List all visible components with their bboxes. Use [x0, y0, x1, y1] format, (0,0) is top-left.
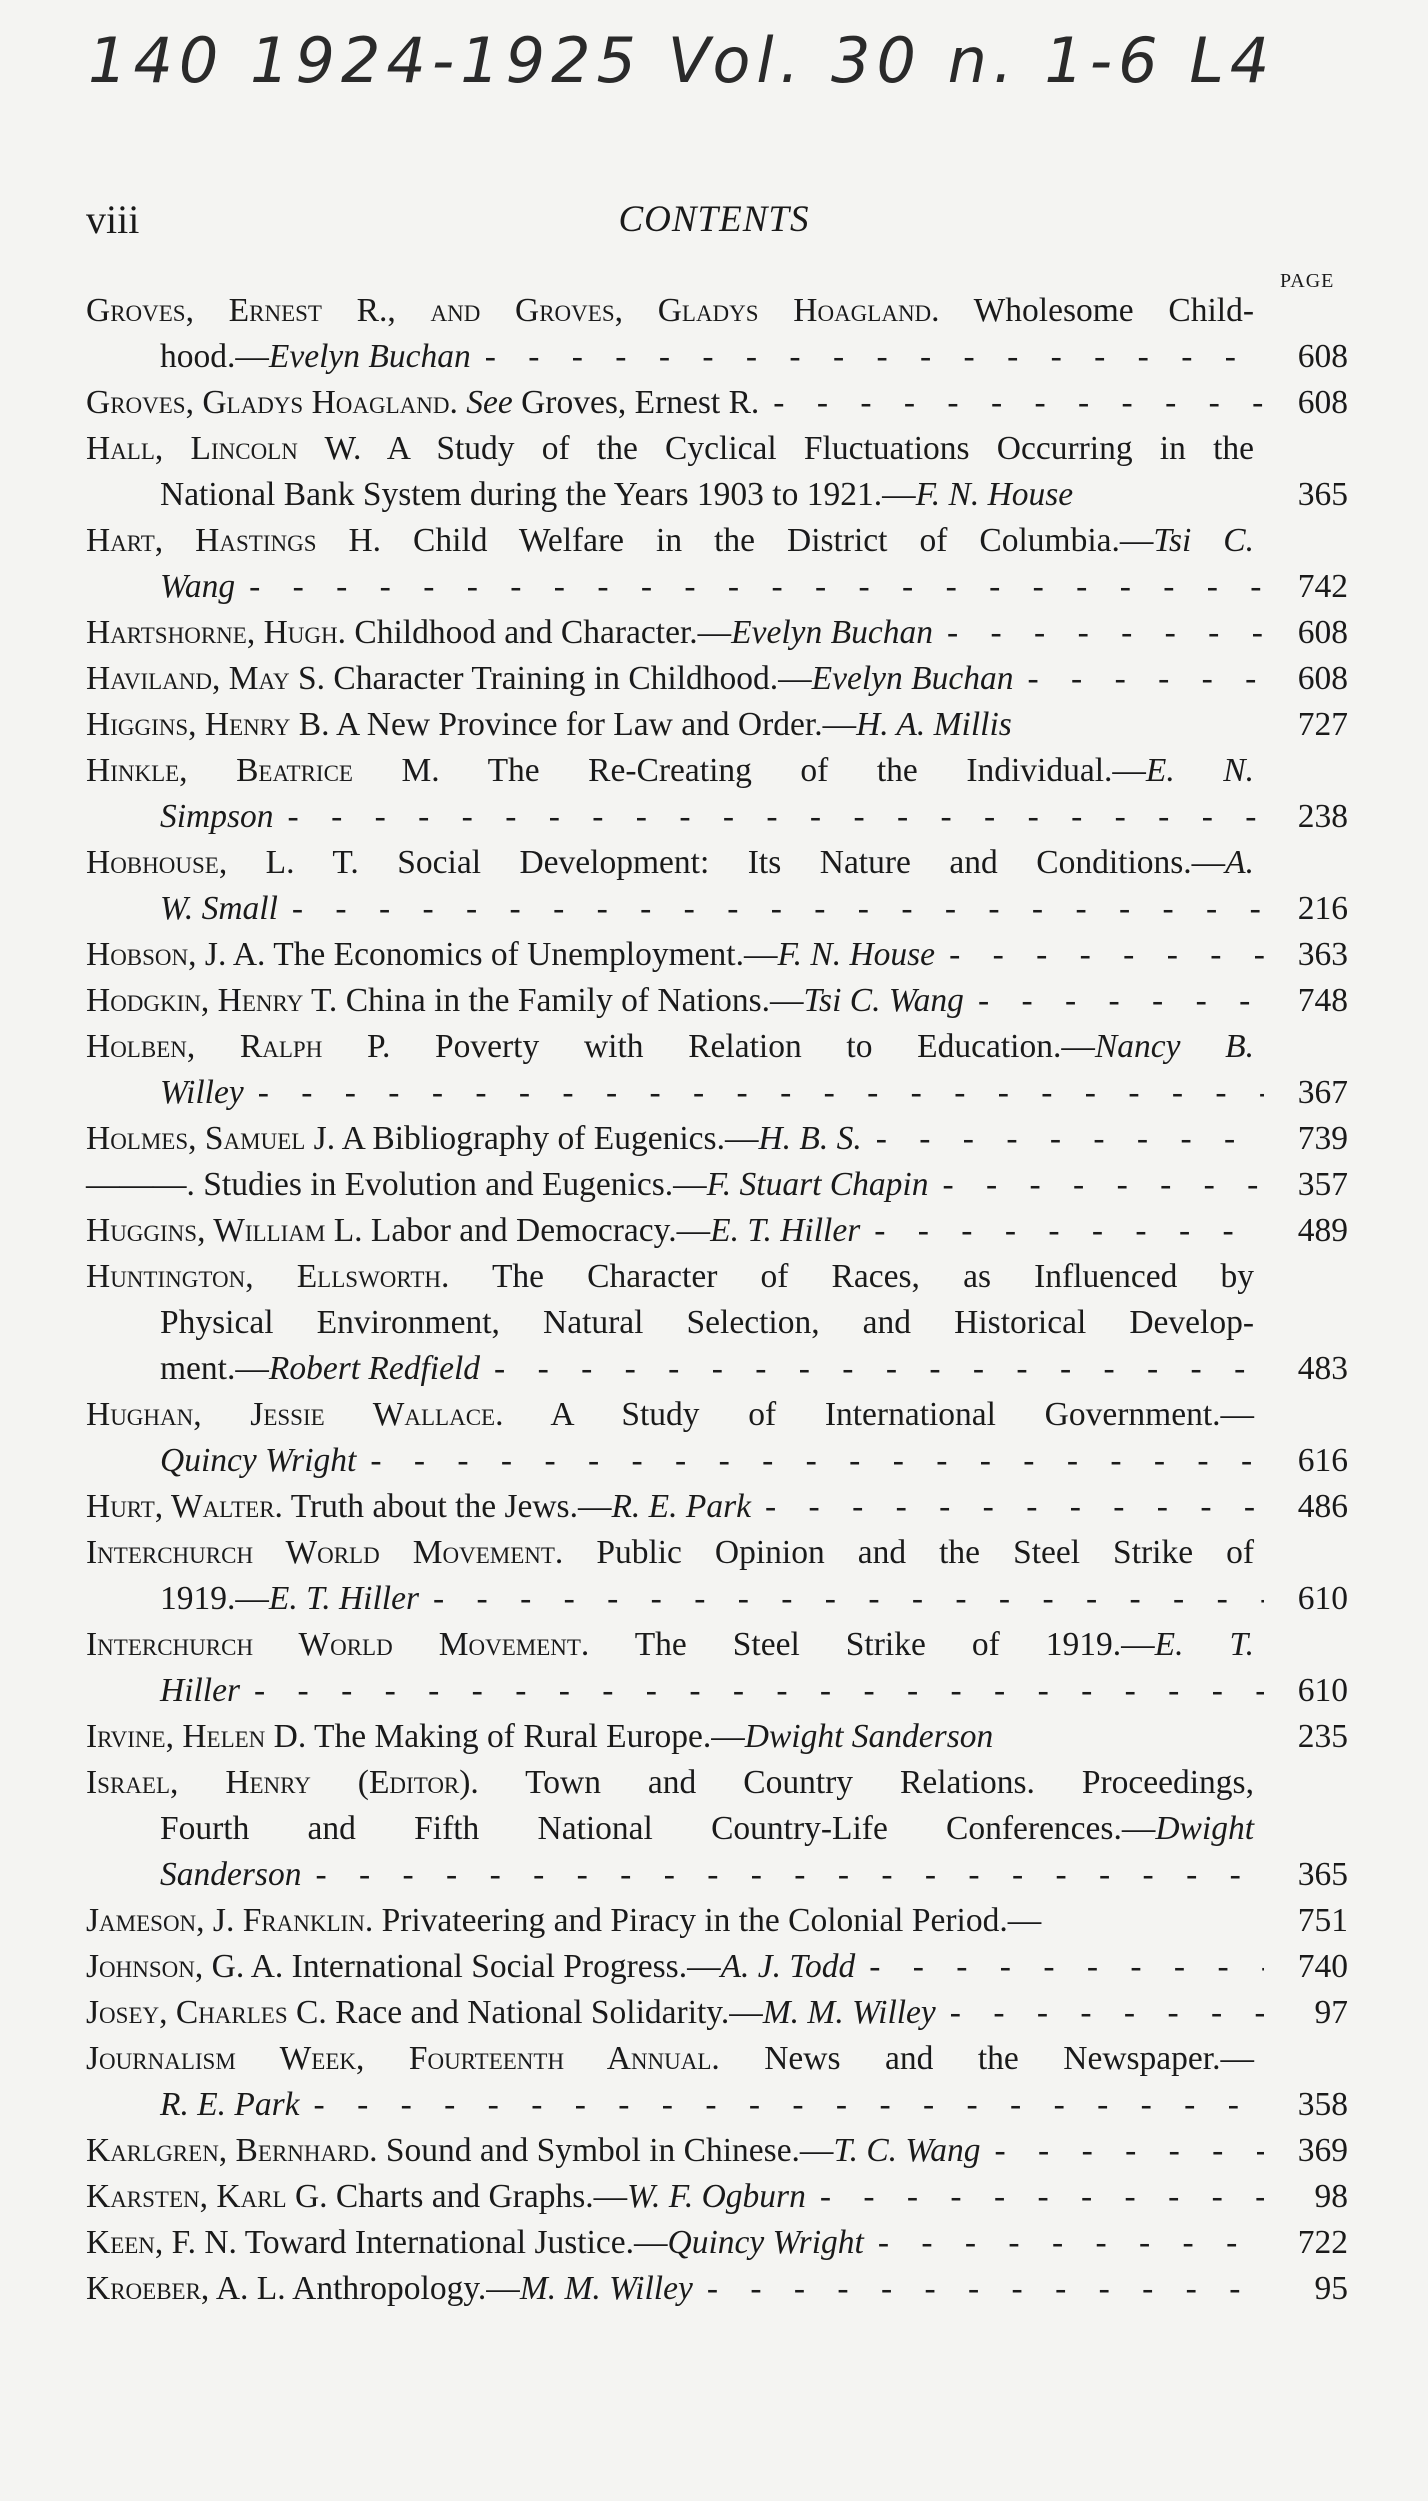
entry-reviewer: Robert Redfield	[268, 1350, 481, 1387]
entry-reviewer: Sanderson	[160, 1856, 302, 1893]
contents-entry	[86, 610, 1348, 656]
entry-page: 739	[1297, 1120, 1348, 1157]
entry-title: Physical Environment, Natural Selection, and Historical Develop-	[160, 1304, 1254, 1341]
entry-page: 610	[1297, 1580, 1348, 1617]
entry-page: 483	[1297, 1350, 1348, 1387]
entry-title: The Economics of Unemployment.—	[273, 936, 778, 973]
contents-entry	[86, 1944, 1348, 1990]
contents-entry	[86, 1208, 1348, 1254]
entry-reviewer: Nancy B.	[1094, 1028, 1254, 1065]
entry-reviewer: Evelyn Buchan	[811, 660, 1014, 697]
running-head: CONTENTS	[618, 199, 810, 240]
entry-page: 369	[1297, 2132, 1348, 2169]
leader-dots	[471, 334, 1264, 380]
leader-dots	[300, 2082, 1264, 2128]
contents-entry	[86, 702, 1348, 748]
entry-title: Studies in Evolution and Eugenics.—	[203, 1166, 707, 1203]
leader-dots	[301, 1852, 1264, 1898]
entry-reviewer: A.	[1225, 844, 1255, 881]
page-number: viii	[86, 197, 140, 242]
entry-author: Hall, Lincoln W.	[86, 430, 362, 467]
entry-title: News and the Newspaper.—	[764, 2040, 1254, 2077]
entry-reviewer: E. T. Hiller	[710, 1212, 861, 1249]
entry-reviewer: Quincy Wright	[667, 2224, 864, 2261]
leader-dots	[244, 1070, 1264, 1116]
entry-author: Israel, Henry (Editor).	[86, 1764, 479, 1801]
entry-title: Wholesome Child-	[973, 292, 1255, 329]
entry-title: A Study of the Cyclical Fluctuations Occurring in the	[386, 430, 1255, 467]
entry-reviewer: E. N.	[1145, 752, 1254, 789]
contents-entry	[86, 1760, 1348, 1898]
entry-title: Labor and Democracy.—	[370, 1212, 711, 1249]
entry-reviewer: H. A. Millis	[856, 706, 1012, 743]
leader-dots	[855, 1944, 1264, 1990]
leader-dots	[964, 978, 1264, 1024]
entry-title: Toward International Justice.—	[244, 2224, 668, 2261]
see-reference: See	[466, 384, 513, 421]
entry-page: 610	[1297, 1672, 1348, 1709]
entry-author: Johnson, G. A.	[86, 1948, 284, 1985]
entry-title: Poverty with Relation to Education.—	[435, 1028, 1095, 1065]
entry-reviewer: F. N. House	[777, 936, 936, 973]
entry-author: Higgins, Henry B.	[86, 706, 330, 743]
contents-entry	[86, 1714, 1348, 1760]
entry-reviewer: M. M. Willey	[762, 1994, 936, 2031]
entry-title: Privateering and Piracy in the Colonial Period.—	[381, 1902, 1042, 1939]
entry-page: 608	[1297, 384, 1348, 421]
entry-author: Hartshorne, Hugh.	[86, 614, 346, 651]
entry-title: hood.—	[160, 338, 269, 375]
entry-title: Charts and Graphs.—	[335, 2178, 628, 2215]
entry-title: Character Training in Childhood.—	[333, 660, 812, 697]
entry-author: Holben, Ralph P.	[86, 1028, 391, 1065]
entry-page: 748	[1297, 982, 1348, 1019]
contents-entry	[86, 1484, 1348, 1530]
contents-entry	[86, 1392, 1348, 1484]
entry-reviewer: M. M. Willey	[519, 2270, 693, 2307]
leader-dots	[864, 2220, 1264, 2266]
entry-author: Hurt, Walter.	[86, 1488, 283, 1525]
entry-author: Karlgren, Bernhard.	[86, 2132, 378, 2169]
leader-dots	[862, 1116, 1264, 1162]
entry-title: Sound and Symbol in Chinese.—	[385, 2132, 834, 2169]
entry-reviewer: Wang	[160, 568, 236, 605]
entry-title: Race and National Solidarity.—	[335, 1994, 763, 2031]
entry-author: Jameson, J. Franklin.	[86, 1902, 374, 1939]
contents-entry	[86, 1162, 1348, 1208]
entry-page: 357	[1297, 1166, 1348, 1203]
entry-page: 608	[1297, 338, 1348, 375]
entry-title: The Steel Strike of 1919.—	[634, 1626, 1155, 1663]
entry-author: Hobson, J. A.	[86, 936, 266, 973]
entry-page: 238	[1297, 798, 1348, 835]
leader-dots	[933, 610, 1264, 656]
entry-title: China in the Family of Nations.—	[345, 982, 804, 1019]
entry-page: 486	[1297, 1488, 1348, 1525]
leader-dots	[751, 1484, 1264, 1530]
entry-title: Groves, Ernest R.	[521, 384, 760, 421]
entry-title: The Making of Rural Europe.—	[314, 1718, 745, 1755]
entry-page: 363	[1297, 936, 1348, 973]
entry-reviewer: W. Small	[160, 890, 278, 927]
entry-page: 489	[1297, 1212, 1348, 1249]
entry-page: 365	[1297, 476, 1348, 513]
entry-title: 1919.—	[160, 1580, 269, 1617]
page-column-header: PAGE	[1280, 270, 1335, 292]
leader-dots	[278, 886, 1264, 932]
entry-page: 216	[1297, 890, 1348, 927]
entry-reviewer: Evelyn Buchan	[731, 614, 933, 651]
leader-dots	[356, 1438, 1264, 1484]
entry-title: Child Welfare in the District of Columbia.—	[413, 522, 1154, 559]
entry-author: Irvine, Helen D.	[86, 1718, 307, 1755]
contents-entry	[86, 656, 1348, 702]
leader-dots	[759, 380, 1264, 426]
entry-author: Huntington, Ellsworth.	[86, 1258, 450, 1295]
entry-title: ment.—	[160, 1350, 269, 1387]
entry-author: Haviland, May S.	[86, 660, 326, 697]
entry-author: Groves, Ernest R., and Groves, Gladys Hoagland.	[86, 292, 940, 329]
entry-page: 751	[1297, 1902, 1348, 1939]
contents-entry	[86, 380, 1348, 426]
contents-entry	[86, 1990, 1348, 2036]
entry-reviewer: Dwight	[1155, 1810, 1254, 1847]
entry-title: A Study of International Government.—	[550, 1396, 1254, 1433]
leader-dots	[860, 1208, 1264, 1254]
contents-entry	[86, 2174, 1348, 2220]
entry-author: Hinkle, Beatrice M.	[86, 752, 440, 789]
leader-dots	[935, 932, 1264, 978]
entry-title: Childhood and Character.—	[354, 614, 732, 651]
entry-author: Groves, Gladys Hoagland.	[86, 384, 458, 421]
entry-reviewer: E. T. Hiller	[268, 1580, 420, 1617]
contents-entry	[86, 2128, 1348, 2174]
contents-entry	[86, 1530, 1348, 1622]
contents-entry	[86, 2036, 1348, 2128]
entry-reviewer: F. Stuart Chapin	[706, 1166, 929, 1203]
entry-author: Interchurch World Movement.	[86, 1534, 564, 1571]
leader-dots	[274, 794, 1264, 840]
entry-page: 608	[1297, 660, 1348, 697]
entry-reviewer: W. F. Ogburn	[627, 2178, 806, 2215]
entry-reviewer: E. T.	[1154, 1626, 1254, 1663]
entry-author: Keen, F. N.	[86, 2224, 237, 2261]
entry-title: Fourth and Fifth National Country-Life Conferences.—	[160, 1810, 1156, 1847]
handwritten-archive-note: 140 1924-1925 Vol. 30 n. 1-6 L4	[88, 24, 1276, 97]
entry-page: 740	[1297, 1948, 1348, 1985]
entry-page: 235	[1297, 1718, 1348, 1755]
entry-title: Social Development: Its Nature and Conditions.—	[397, 844, 1226, 881]
contents-list	[86, 288, 1348, 2312]
entry-author: Hart, Hastings H.	[86, 522, 382, 559]
leader-dots	[928, 1162, 1264, 1208]
entry-reviewer: H. B. S.	[758, 1120, 862, 1157]
entry-author: Hobhouse, L. T.	[86, 844, 359, 881]
entry-page: 95	[1314, 2270, 1348, 2307]
entry-author: Hughan, Jessie Wallace.	[86, 1396, 504, 1433]
entry-author: ———.	[86, 1166, 195, 1203]
contents-entry	[86, 518, 1348, 610]
entry-reviewer: Hiller	[160, 1672, 241, 1709]
leader-dots	[693, 2266, 1264, 2312]
entry-title: Town and Country Relations. Proceedings,	[525, 1764, 1254, 1801]
entry-title: A New Province for Law and Order.—	[336, 706, 857, 743]
entry-page: 742	[1297, 568, 1348, 605]
entry-author: Josey, Charles C.	[86, 1994, 327, 2031]
entry-page: 608	[1297, 614, 1348, 651]
entry-author: Interchurch World Movement.	[86, 1626, 590, 1663]
leader-dots	[235, 564, 1264, 610]
entry-page: 97	[1314, 1994, 1348, 2031]
entry-reviewer: Willey	[160, 1074, 244, 1111]
leader-dots	[806, 2174, 1264, 2220]
entry-reviewer: Evelyn Buchan	[268, 338, 471, 375]
entry-author: Karsten, Karl G.	[86, 2178, 328, 2215]
entry-reviewer: F. N. House	[915, 476, 1074, 513]
entry-title: Public Opinion and the Steel Strike of	[596, 1534, 1254, 1571]
contents-entry	[86, 1622, 1348, 1714]
contents-entry	[86, 840, 1348, 932]
contents-entry	[86, 978, 1348, 1024]
entry-page: 722	[1297, 2224, 1348, 2261]
leader-dots	[981, 2128, 1264, 2174]
contents-entry	[86, 426, 1348, 518]
entry-author: Kroeber, A. L.	[86, 2270, 286, 2307]
contents-entry	[86, 2220, 1348, 2266]
contents-entry	[86, 1254, 1348, 1392]
entry-reviewer: R. E. Park	[611, 1488, 752, 1525]
entry-page: 367	[1297, 1074, 1348, 1111]
entry-reviewer: Tsi C. Wang	[803, 982, 964, 1019]
leader-dots	[936, 1990, 1264, 2036]
entry-title: The Character of Races, as Influenced by	[491, 1258, 1254, 1295]
entry-page: 365	[1297, 1856, 1348, 1893]
entry-author: Hodgkin, Henry T.	[86, 982, 338, 1019]
entry-author: Journalism Week, Fourteenth Annual.	[86, 2040, 720, 2077]
entry-title: National Bank System during the Years 1903 to 1921.—	[160, 476, 916, 513]
entry-author: Huggins, William L.	[86, 1212, 363, 1249]
entry-reviewer: Quincy Wright	[160, 1442, 357, 1479]
contents-entry	[86, 288, 1348, 380]
contents-entry	[86, 1898, 1348, 1944]
entry-page: 358	[1297, 2086, 1348, 2123]
entry-title: Anthropology.—	[292, 2270, 520, 2307]
entry-reviewer: Tsi C.	[1153, 522, 1254, 559]
entry-title: International Social Progress.—	[291, 1948, 721, 1985]
entry-reviewer: Dwight Sanderson	[744, 1718, 994, 1755]
entry-page: 616	[1297, 1442, 1348, 1479]
entry-page: 727	[1297, 706, 1348, 743]
entry-author: Holmes, Samuel J.	[86, 1120, 336, 1157]
leader-dots	[1014, 656, 1264, 702]
entry-title: A Bibliography of Eugenics.—	[341, 1120, 759, 1157]
contents-entry	[86, 2266, 1348, 2312]
entry-page: 98	[1314, 2178, 1348, 2215]
leader-dots	[240, 1668, 1264, 1714]
contents-entry	[86, 1116, 1348, 1162]
contents-entry	[86, 932, 1348, 978]
entry-title: Truth about the Jews.—	[290, 1488, 612, 1525]
entry-reviewer: Simpson	[160, 798, 274, 835]
contents-entry	[86, 1024, 1348, 1116]
leader-dots	[480, 1346, 1264, 1392]
entry-reviewer: T. C. Wang	[833, 2132, 981, 2169]
contents-entry	[86, 748, 1348, 840]
leader-dots	[419, 1576, 1264, 1622]
entry-reviewer: A. J. Todd	[720, 1948, 856, 1985]
entry-reviewer: R. E. Park	[160, 2086, 300, 2123]
entry-title: The Re-Creating of the Individual.—	[487, 752, 1146, 789]
